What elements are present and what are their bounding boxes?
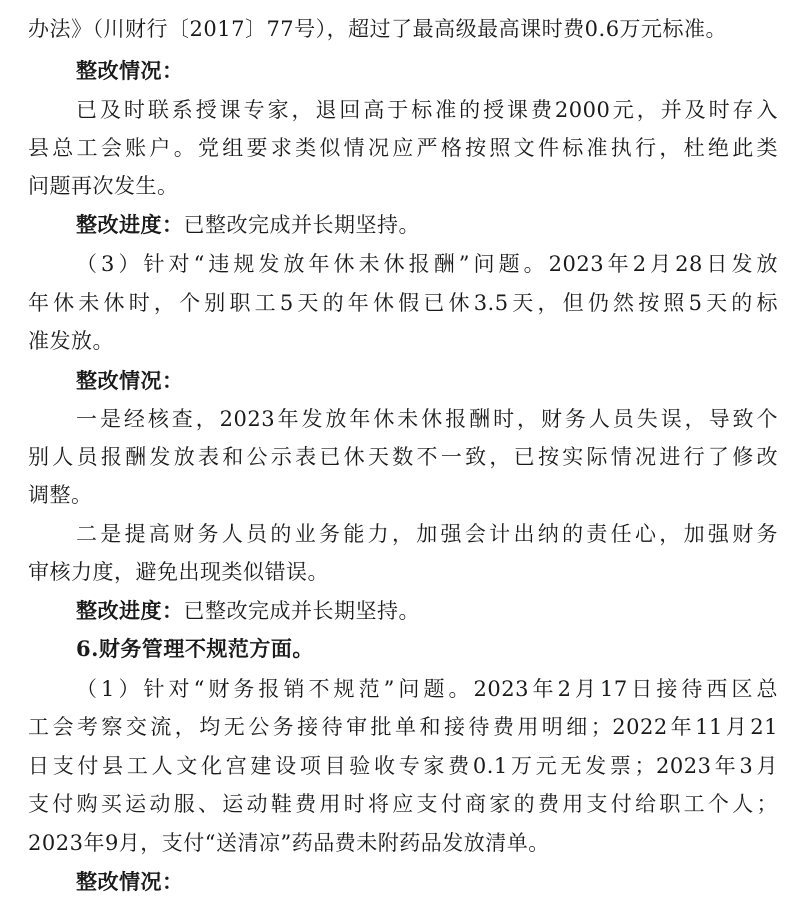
- paragraph-line: [76, 404, 778, 434]
- paragraph-line: [28, 751, 778, 781]
- progress-text: 已整改完成并长期坚持。: [183, 213, 420, 237]
- paragraph-line: [28, 557, 778, 587]
- rectification-status-label: 整改情况：: [76, 368, 184, 393]
- line-text: 县总工会账户。党组要求类似情况应严格按照文件标准执行，杜绝此类: [28, 136, 778, 160]
- line-text: 支付购买运动服、运动鞋费用时将应支付商家的费用支付给职工个人；: [28, 792, 778, 816]
- line-text: 办法》（川财行〔2017〕77号），超过了最高级最高课时费0.6万元标准。: [28, 17, 728, 41]
- paragraph-line: [28, 288, 778, 318]
- line-text: 审核力度，避免出现类似错误。: [28, 560, 329, 584]
- line-text: 工会考察交流，均无公务接待审批单和接待费用明细；2022年11月21: [28, 715, 778, 739]
- progress-line: [76, 210, 778, 240]
- section-heading: [76, 634, 778, 664]
- line-text: 问题再次发生。: [28, 174, 179, 198]
- paragraph-line: [28, 14, 778, 44]
- paragraph-line: [76, 519, 778, 549]
- paragraph-line: [28, 133, 778, 163]
- rectification-progress-label: 整改进度：: [76, 598, 184, 623]
- paragraph-line: [28, 171, 778, 201]
- paragraph-line: [76, 674, 778, 704]
- paragraph-line: [76, 249, 778, 279]
- paragraph-line: [28, 442, 778, 472]
- paragraph-line: [28, 480, 778, 510]
- paragraph-line: [28, 712, 778, 742]
- line-text: 调整。: [28, 483, 93, 507]
- rectification-status-label: 整改情况：: [76, 869, 184, 894]
- rectification-progress-label: 整改进度：: [76, 212, 184, 237]
- line-text: 年休未休时，个别职工5天的年休假已休3.5天，但仍然按照5天的标: [28, 291, 778, 315]
- section-label-line: [76, 56, 778, 86]
- paragraph-line: [28, 789, 778, 819]
- line-text: 准发放。: [28, 329, 114, 353]
- progress-text: 已整改完成并长期坚持。: [183, 599, 420, 623]
- rectification-status-label: 整改情况：: [76, 58, 184, 83]
- progress-line: [76, 596, 778, 626]
- line-text: 日支付县工人文化宫建设项目验收专家费0.1万元无发票；2023年3月: [28, 754, 778, 778]
- line-text: 二是提高财务人员的业务能力，加强会计出纳的责任心，加强财务: [76, 522, 778, 546]
- section-heading-text: 6.财务管理不规范方面。: [76, 636, 314, 661]
- paragraph-line: [28, 326, 778, 356]
- paragraph-line: [76, 95, 778, 125]
- line-text: 一是经核查，2023年发放年休未休报酬时，财务人员失误，导致个: [76, 407, 778, 431]
- line-text: （3）针对“违规发放年休未休报酬”问题。2023年2月28日发放: [76, 252, 778, 276]
- line-text: 2023年9月，支付“送清凉”药品费未附药品发放清单。: [28, 831, 550, 855]
- paragraph-line: [28, 828, 778, 858]
- section-label-line: [76, 867, 778, 897]
- line-text: 已及时联系授课专家，退回高于标准的授课费2000元，并及时存入: [76, 98, 778, 122]
- section-label-line: [76, 366, 778, 396]
- line-text: 别人员报酬发放表和公示表已休天数不一致，已按实际情况进行了修改: [28, 445, 778, 469]
- line-text: （1）针对“财务报销不规范”问题。2023年2月17日接待西区总: [76, 677, 778, 701]
